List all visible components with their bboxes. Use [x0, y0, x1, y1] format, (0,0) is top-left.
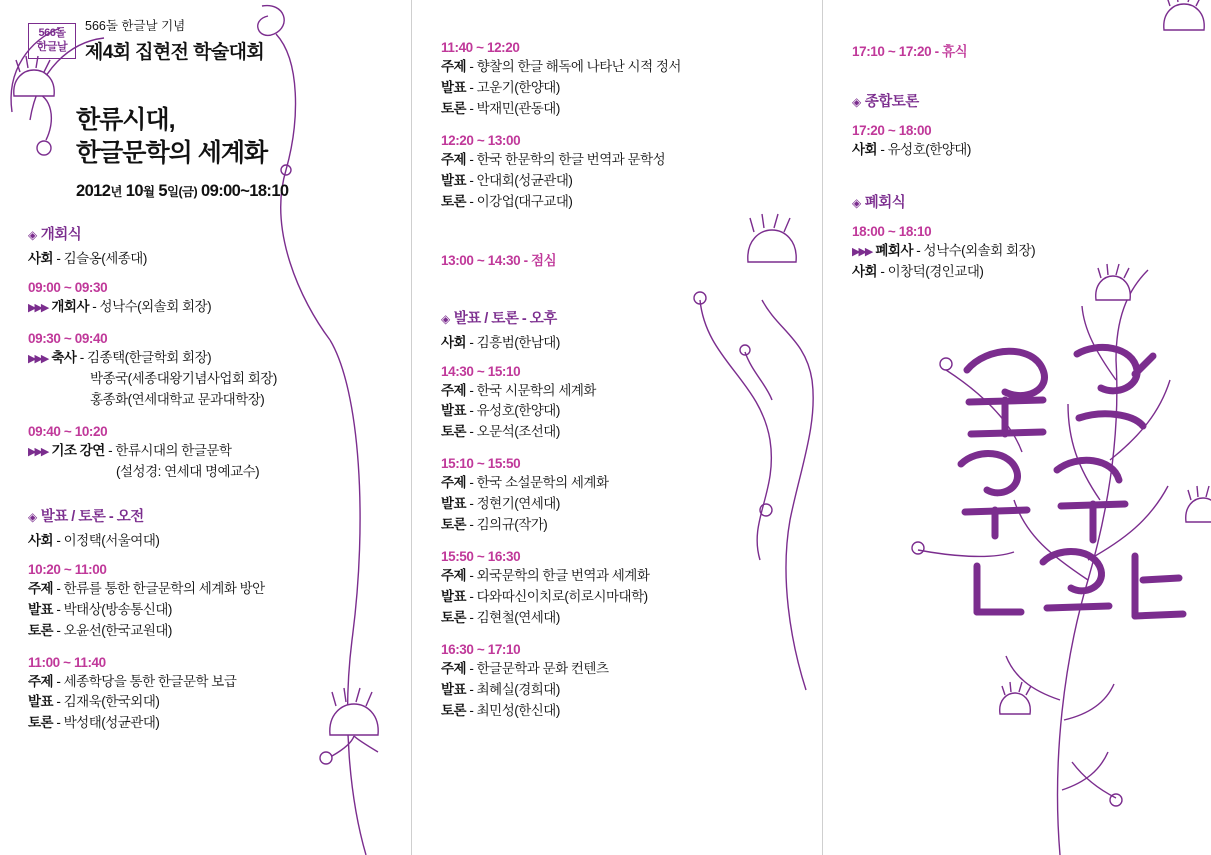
diamond-icon: ◈ [28, 509, 37, 524]
row-label: 토론 [441, 424, 467, 440]
slot-line: (설성경: 연세대 명예교수) [116, 463, 260, 479]
slot-row [28, 621, 393, 642]
slot-time: 14:30 ~ 15:10 [441, 363, 521, 379]
page-title [76, 104, 393, 170]
slot-row [441, 150, 804, 171]
event-time-range: 09:00~18:10 [201, 182, 289, 201]
slot-time: 09:30 ~ 09:40 [28, 331, 108, 347]
row-label: 발표 [28, 601, 54, 617]
logo-caption-wrap [85, 18, 264, 64]
slot-row [441, 171, 804, 192]
diamond-icon: ◈ [441, 311, 450, 326]
section-panel-title [852, 90, 1193, 111]
row-label: 발표 [441, 79, 467, 95]
slot-value: - 김종택(한글학회 회장) [79, 350, 212, 366]
slot-row [28, 692, 393, 713]
event-day-suffix: 일(금) [166, 185, 198, 200]
slot-time: 18:00 ~ 18:10 [852, 223, 932, 239]
row-value: - 한글문학과 문화 컨텐츠 [469, 660, 609, 676]
row-value: - 박태상(방송통신대) [56, 601, 172, 617]
chair-value: - 이정택(서울여대) [56, 532, 160, 548]
row-value: - 외국문학의 한글 번역과 세계화 [469, 568, 650, 584]
slot-1020 [28, 562, 393, 642]
slot-row [441, 473, 804, 494]
row-value: - 한류를 통한 한글문학의 세계화 방안 [56, 580, 265, 596]
row-value: - 안대회(성균관대) [469, 172, 573, 188]
row-label: 토론 [441, 702, 467, 718]
column-3 [822, 0, 1211, 855]
row-value: - 최민성(한신대) [469, 702, 560, 718]
row-value: - 이강업(대구교대) [469, 193, 573, 209]
hangul-day-logo [28, 23, 76, 59]
slot-line [28, 348, 393, 369]
section-opening-title-text: 개회식 [40, 227, 82, 244]
section-afternoon-chair [441, 331, 804, 351]
chair-label: 사회 [28, 532, 54, 548]
section-closing-ceremony [852, 191, 1193, 283]
slot-row [441, 680, 804, 701]
page-title-line-2: 한글문학의 세계화 [76, 139, 268, 168]
triple-arrow-icon: ▶▶▶ [28, 445, 48, 458]
slot-time: 11:00 ~ 11:40 [28, 654, 106, 670]
row-label: 폐회사 [875, 242, 914, 258]
row-label: 토론 [441, 517, 467, 533]
row-label: 토론 [28, 715, 54, 731]
triple-arrow-icon: ▶▶▶ [852, 245, 872, 258]
chair-value: - 유성호(한양대) [880, 142, 971, 157]
row-value: - 김재욱(한국외대) [56, 694, 160, 710]
slot-row [441, 401, 804, 422]
row-label: 주제 [441, 382, 467, 398]
row-label: 주제 [441, 568, 467, 584]
row-value: - 세종학당을 통한 한글문학 보급 [56, 673, 237, 689]
row-label: 발표 [441, 403, 467, 419]
section-opening-title [28, 223, 393, 244]
row-value: - 한국 소설문학의 세계화 [469, 475, 609, 491]
row-label: 토론 [441, 100, 467, 116]
column-1 [0, 0, 411, 855]
slot-0900 [28, 280, 393, 318]
section-panel-discussion [852, 90, 1193, 161]
section-opening-chair [28, 247, 393, 267]
slot-row [852, 140, 1193, 161]
slot-row [28, 713, 393, 734]
slot-time: 17:20 ~ 18:00 [852, 123, 932, 138]
chair-value: - 김슬옹(세종대) [56, 251, 147, 267]
event-year-suffix: 년 [110, 185, 122, 200]
row-value: - 유성호(한양대) [469, 403, 560, 419]
slot-row [28, 672, 393, 693]
row-label: 발표 [441, 588, 467, 604]
section-closing-title [852, 191, 1193, 212]
row-value: - 오윤선(한국교원대) [56, 622, 172, 638]
row-value: - 정현기(연세대) [469, 496, 560, 512]
slot-value: - 한류시대의 한글문학 [108, 442, 232, 458]
slot-time: 12:20 ~ 13:00 [441, 132, 521, 148]
slot-line [28, 297, 393, 318]
rest-break: 17:10 ~ 17:20 - 휴식 [852, 44, 968, 59]
lunch-break: 13:00 ~ 14:30 - 점심 [441, 252, 557, 268]
row-label: 주제 [441, 59, 467, 74]
slot-time: 15:50 ~ 16:30 [441, 549, 521, 565]
slot-row [441, 515, 804, 536]
slot-1630 [441, 642, 804, 722]
slot-value: - 성낙수(외솔회 회장) [92, 299, 212, 315]
slot-time: 15:10 ~ 15:50 [441, 456, 521, 472]
slot-line: 박종국(세종대왕기념사업회 회장) [90, 371, 277, 387]
slot-0940 [28, 424, 393, 483]
slot-row [441, 659, 804, 680]
section-opening-ceremony [28, 223, 393, 483]
row-label: 발표 [441, 172, 467, 188]
event-day: 5 [158, 182, 167, 201]
slot-1100 [28, 655, 393, 735]
slot-1510 [441, 456, 804, 536]
section-afternoon-title [441, 307, 804, 328]
row-value: - 이창덕(경인교대) [880, 263, 984, 279]
slot-row [441, 381, 804, 402]
row-label: 토론 [441, 193, 467, 209]
slot-time: 09:00 ~ 09:30 [28, 280, 108, 296]
chair-label: 사회 [441, 334, 467, 350]
slot-row [852, 241, 1193, 262]
section-morning-chair [28, 529, 393, 549]
slot-row [441, 587, 804, 608]
row-label: 사회 [852, 263, 878, 279]
page-title-line-1: 한류시대, [76, 106, 175, 135]
diamond-icon: ◈ [852, 95, 861, 109]
row-value: - 최혜실(경희대) [469, 681, 560, 697]
event-month-suffix: 월 [142, 185, 155, 200]
event-month: 10 [125, 182, 143, 201]
slot-row [28, 600, 393, 621]
slot-1220 [441, 133, 804, 213]
row-value: - 한국 시문학의 세계화 [469, 382, 596, 398]
header-logo-row [28, 18, 393, 64]
row-value: - 고운기(한양대) [469, 79, 560, 95]
logo-line-1: 566돌 [38, 27, 66, 40]
column-2 [411, 0, 822, 855]
slot-1800 [852, 224, 1193, 283]
slot-row [441, 566, 804, 587]
section-morning-title [28, 505, 393, 526]
row-label: 주제 [28, 673, 54, 689]
row-value: - 향찰의 한글 해독에 나타난 시적 정서 [469, 59, 681, 74]
slot-0930 [28, 331, 393, 411]
row-value: - 박성태(성균관대) [56, 715, 160, 731]
slot-label: 축사 [51, 350, 77, 366]
section-afternoon [441, 307, 804, 722]
event-datetime [76, 182, 393, 201]
slot-row [441, 57, 804, 78]
slot-row [441, 78, 804, 99]
slot-row [852, 262, 1193, 283]
row-label: 주제 [441, 660, 467, 676]
section-panel-title-text: 종합토론 [864, 94, 919, 110]
logo-caption: 566돌 한글날 기념 [85, 19, 186, 33]
slot-label: 기조 강연 [51, 442, 105, 458]
row-label: 토론 [441, 609, 467, 625]
row-label: 주제 [28, 580, 54, 596]
row-value: - 한국 한문학의 한글 번역과 문학성 [469, 151, 666, 167]
triple-arrow-icon: ▶▶▶ [28, 302, 48, 315]
row-label: 발표 [441, 681, 467, 697]
chair-label: 사회 [28, 251, 54, 267]
row-value: - 다와따신이치로(히로시마대학) [469, 588, 648, 604]
event-subtitle: 제4회 집현전 학술대회 [85, 42, 265, 64]
row-label: 발표 [441, 496, 467, 512]
row-value: - 김의규(작가) [469, 517, 548, 533]
row-value: - 오문석(조선대) [469, 424, 560, 440]
event-year: 2012 [76, 182, 111, 201]
row-value: - 박재민(관동대) [469, 100, 560, 116]
row-label: 주제 [441, 475, 467, 491]
logo-line-2: 한글날 [36, 41, 68, 54]
section-afternoon-title-text: 발표 / 토론 - 오후 [453, 310, 557, 327]
slot-row [441, 99, 804, 120]
slot-1140 [441, 40, 804, 120]
slot-time: 09:40 ~ 10:20 [28, 423, 108, 439]
slot-1550 [441, 549, 804, 629]
slot-row [441, 701, 804, 722]
slot-row [441, 422, 804, 443]
chair-label: 사회 [852, 142, 878, 157]
slot-line [28, 441, 393, 462]
row-value: - 김현철(연세대) [469, 609, 560, 625]
slot-row [441, 192, 804, 213]
slot-row [441, 608, 804, 629]
chair-value: - 김흥범(한남대) [469, 334, 560, 350]
row-label: 토론 [28, 622, 54, 638]
diamond-icon: ◈ [28, 228, 37, 243]
slot-time: 10:20 ~ 11:00 [28, 561, 107, 577]
slot-1720 [852, 123, 1193, 161]
slot-line: 홍종화(연세대학교 문과대학장) [90, 392, 265, 408]
row-label: 발표 [28, 694, 54, 710]
slot-1430 [441, 364, 804, 444]
slot-label: 개회사 [51, 299, 90, 315]
triple-arrow-icon: ▶▶▶ [28, 353, 48, 366]
slot-time: 11:40 ~ 12:20 [441, 40, 520, 55]
section-closing-title-text: 폐회식 [864, 194, 906, 211]
section-morning-title-text: 발표 / 토론 - 오전 [40, 508, 144, 525]
row-label: 주제 [441, 151, 467, 167]
slot-row [28, 579, 393, 600]
slot-row [441, 494, 804, 515]
row-value: - 성낙수(외솔회 회장) [916, 242, 1036, 258]
diamond-icon: ◈ [852, 195, 861, 210]
section-morning [28, 505, 393, 735]
slot-time: 16:30 ~ 17:10 [441, 641, 521, 657]
